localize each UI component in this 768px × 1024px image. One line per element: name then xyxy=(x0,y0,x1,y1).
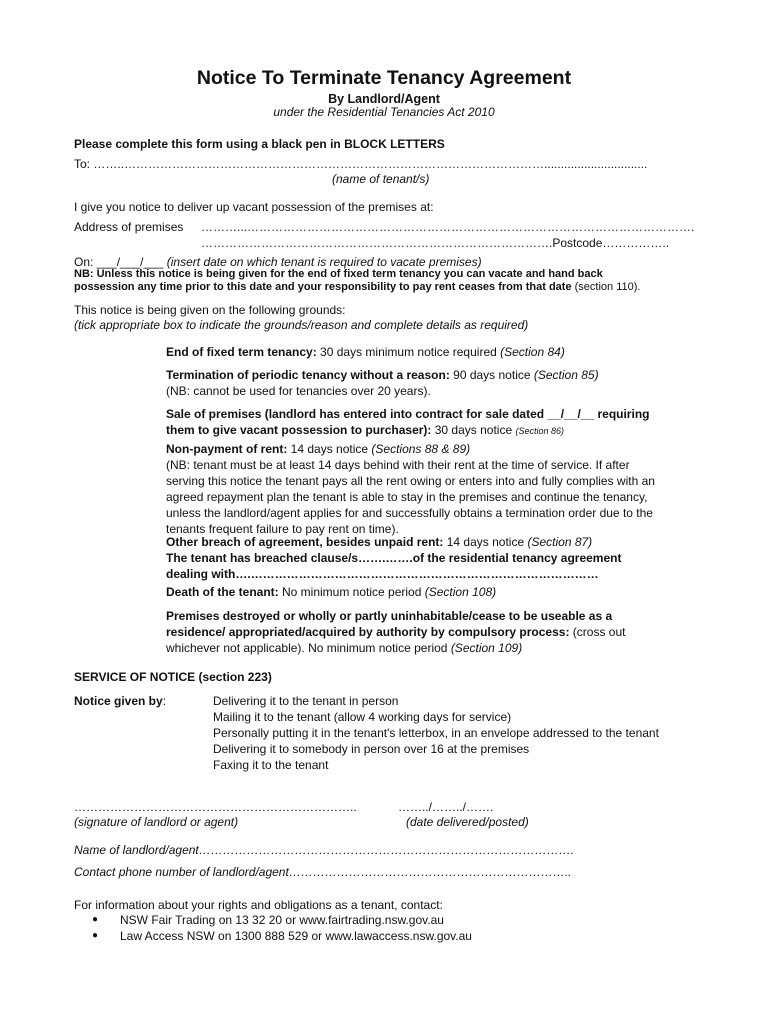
act-reference: under the Residential Tenancies Act 2010 xyxy=(273,105,495,119)
on-label: On: xyxy=(74,255,94,269)
service-method-fax[interactable]: Faxing it to the tenant xyxy=(213,758,329,772)
service-method-mail[interactable]: Mailing it to the tenant (allow 4 working days for service) xyxy=(213,710,512,724)
page-title: Notice To Terminate Tenancy Agreement xyxy=(196,67,572,89)
notice-given-by-label: Notice given by: xyxy=(74,694,167,708)
vacate-date-field[interactable]: ___/___/___ xyxy=(96,255,164,269)
service-method-over-16[interactable]: Delivering it to somebody in person over 16 at the premises xyxy=(213,742,530,756)
to-line xyxy=(74,156,647,172)
service-method-in-person[interactable]: Delivering it to the tenant in person xyxy=(213,694,399,708)
ground-non-payment[interactable]: Non-payment of rent: 14 days notice (Sections 88 & 89) (NB: tenant must be at least 14 days behind with their rent at the time of service. If after serving this notice the tenant pays all the rent owing or enters into and fully complies with an agreed repayment plan the tenant is able to stay in the premises and continue the tenancy, unless the landlord/agent applies for and successfully obtains a termination order due to the tenants frequent failure to pay rent on time). xyxy=(166,442,655,536)
law-access-contact: Law Access NSW on 1300 888 529 or www.lawaccess.nsw.gov.au xyxy=(120,929,472,943)
ground-death[interactable]: Death of the tenant: No minimum notice period (Section 108) xyxy=(166,585,497,599)
address-label: Address of premises xyxy=(74,220,184,234)
info-list xyxy=(92,912,472,944)
service-heading: SERVICE OF NOTICE (section 223) xyxy=(74,670,272,684)
tenant-name-field[interactable]: ……..……………………………………………………………………………………………............................... xyxy=(93,157,648,171)
ground-fixed-term[interactable]: End of fixed term tenancy: 30 days minimum notice required (Section 84) xyxy=(166,345,565,359)
landlord-phone-line xyxy=(74,864,572,880)
service-methods xyxy=(213,693,659,773)
ground-periodic[interactable]: Termination of periodic tenancy without a reason: 90 days notice (Section 85) (NB: cannot be used for tenancies over 20 years). xyxy=(166,368,599,398)
nb-line1: NB: Unless this notice is being given for the end of fixed term tenancy you can vacate and hand back xyxy=(74,268,603,280)
list-item xyxy=(92,928,472,944)
landlord-phone-label: Contact phone number of landlord/agent xyxy=(74,865,289,879)
grounds-hint: (tick appropriate box to indicate the grounds/reason and complete details as required) xyxy=(74,318,529,332)
bullet-icon: ● xyxy=(92,914,99,925)
vacate-date-hint: (insert date on which tenant is required to vacate premises) xyxy=(166,255,482,269)
instructions: Please complete this form using a black pen in BLOCK LETTERS xyxy=(74,137,445,151)
ground-destroyed[interactable]: Premises destroyed or wholly or partly uninhabitable/cease to be useable as a residence/ appropriated/acquired by authority by compulsory process: (cross out whichever not applicable). No minimum notice period (Section 109) xyxy=(166,609,626,655)
landlord-name-field[interactable]: …………………………………………………………………………………. xyxy=(198,843,575,857)
landlord-name-line xyxy=(74,842,574,858)
list-item xyxy=(92,912,472,928)
date-delivered-field[interactable]: ……../……../……. xyxy=(398,800,494,814)
fair-trading-contact: NSW Fair Trading on 13 32 20 or www.fairtrading.nsw.gov.au xyxy=(120,913,444,927)
signature-field[interactable]: …………………………………………………………….. xyxy=(74,800,357,814)
date-delivered-caption: (date delivered/posted) xyxy=(406,815,529,829)
bullet-icon: ● xyxy=(92,930,99,941)
ground-breach[interactable]: Other breach of agreement, besides unpaid rent: 14 days notice (Section 87) The tenant has breached clause/s…….…….of the residential tenancy agreement dealing with….…………………………………………………………………………… xyxy=(166,535,622,581)
page-subtitle: By Landlord/Agent xyxy=(328,92,440,106)
signature-caption: (signature of landlord or agent) xyxy=(74,815,239,829)
tenant-name-caption: (name of tenant/s) xyxy=(332,172,430,186)
address-field-line2[interactable]: …………………………………………………………………………….Postcode…………….. xyxy=(201,236,670,250)
grounds-intro: This notice is being given on the following grounds: xyxy=(74,303,346,317)
landlord-name-label: Name of landlord/agent xyxy=(74,843,199,857)
info-intro: For information about your rights and obligations as a tenant, contact: xyxy=(74,898,443,912)
landlord-phone-field[interactable]: …………………………………………………………….. xyxy=(288,865,572,879)
ground-sale[interactable]: Sale of premises (landlord has entered into contract for sale dated __/__/__ requiring them to give vacant possession to purchaser): 30 days notice (Section 86) xyxy=(166,407,650,437)
service-method-letterbox[interactable]: Personally putting it in the tenant's letterbox, in an envelope addressed to the tenant xyxy=(213,726,659,740)
to-label: To: xyxy=(74,157,91,171)
address-field-line1[interactable]: ………...…………………………………………………………………………………………………. xyxy=(201,220,695,234)
nb-line2: possession any time prior to this date and your responsibility to pay rent ceases from that date (section 110). xyxy=(74,281,641,293)
notice-intro: I give you notice to deliver up vacant possession of the premises at: xyxy=(74,200,434,214)
